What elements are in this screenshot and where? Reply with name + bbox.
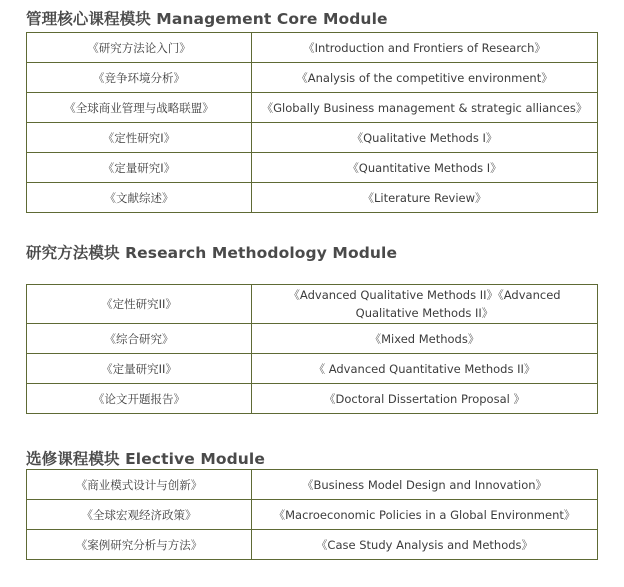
course-name-cn: 《定性研究II》 bbox=[27, 285, 252, 324]
section-title-management-core: 管理核心课程模块 Management Core Module bbox=[26, 10, 388, 28]
course-name-cn: 《全球商业管理与战略联盟》 bbox=[27, 93, 252, 123]
course-name-en: 《Case Study Analysis and Methods》 bbox=[252, 530, 598, 560]
course-name-en: 《Qualitative Methods Ⅰ》 bbox=[252, 123, 598, 153]
table-row bbox=[27, 153, 598, 183]
course-name-en: 《Advanced Qualitative Methods II》《Advanced Qualitative Methods II》 bbox=[252, 285, 598, 324]
table-row bbox=[27, 470, 598, 500]
table-row bbox=[27, 324, 598, 354]
management-core-table bbox=[26, 32, 598, 213]
course-name-en: 《Globally Business management & strategic alliances》 bbox=[252, 93, 598, 123]
table-row bbox=[27, 530, 598, 560]
course-name-en: 《Introduction and Frontiers of Research》 bbox=[252, 33, 598, 63]
table-row bbox=[27, 93, 598, 123]
course-name-en: 《Literature Review》 bbox=[252, 183, 598, 213]
course-name-cn: 《研究方法论入门》 bbox=[27, 33, 252, 63]
section-title-research-methodology: 研究方法模块 Research Methodology Module bbox=[26, 244, 398, 262]
elective-table bbox=[26, 469, 598, 560]
research-methodology-table bbox=[26, 284, 598, 414]
course-name-cn: 《竞争环境分析》 bbox=[27, 63, 252, 93]
table-row bbox=[27, 384, 598, 414]
course-name-cn: 《定性研究Ⅰ》 bbox=[27, 123, 252, 153]
course-name-en: 《Business Model Design and Innovation》 bbox=[252, 470, 598, 500]
course-name-en: 《Macroeconomic Policies in a Global Environment》 bbox=[252, 500, 598, 530]
course-name-en: 《 Advanced Quantitative Methods II》 bbox=[252, 354, 598, 384]
course-name-cn: 《文献综述》 bbox=[27, 183, 252, 213]
course-name-en: 《Mixed Methods》 bbox=[252, 324, 598, 354]
table-row bbox=[27, 285, 598, 324]
course-name-cn: 《案例研究分析与方法》 bbox=[27, 530, 252, 560]
course-name-cn: 《综合研究》 bbox=[27, 324, 252, 354]
table-row bbox=[27, 123, 598, 153]
section-title-elective: 选修课程模块 Elective Module bbox=[26, 450, 265, 468]
course-name-cn: 《论文开题报告》 bbox=[27, 384, 252, 414]
table-row bbox=[27, 33, 598, 63]
course-name-cn: 《商业模式设计与创新》 bbox=[27, 470, 252, 500]
table-row bbox=[27, 183, 598, 213]
table-row bbox=[27, 500, 598, 530]
course-name-en: 《Quantitative Methods Ⅰ》 bbox=[252, 153, 598, 183]
course-name-en: 《Analysis of the competitive environment》 bbox=[252, 63, 598, 93]
course-name-en: 《Doctoral Dissertation Proposal 》 bbox=[252, 384, 598, 414]
course-name-cn: 《定量研究II》 bbox=[27, 354, 252, 384]
course-name-cn: 《全球宏观经济政策》 bbox=[27, 500, 252, 530]
course-name-cn: 《定量研究Ⅰ》 bbox=[27, 153, 252, 183]
table-row bbox=[27, 63, 598, 93]
table-row bbox=[27, 354, 598, 384]
